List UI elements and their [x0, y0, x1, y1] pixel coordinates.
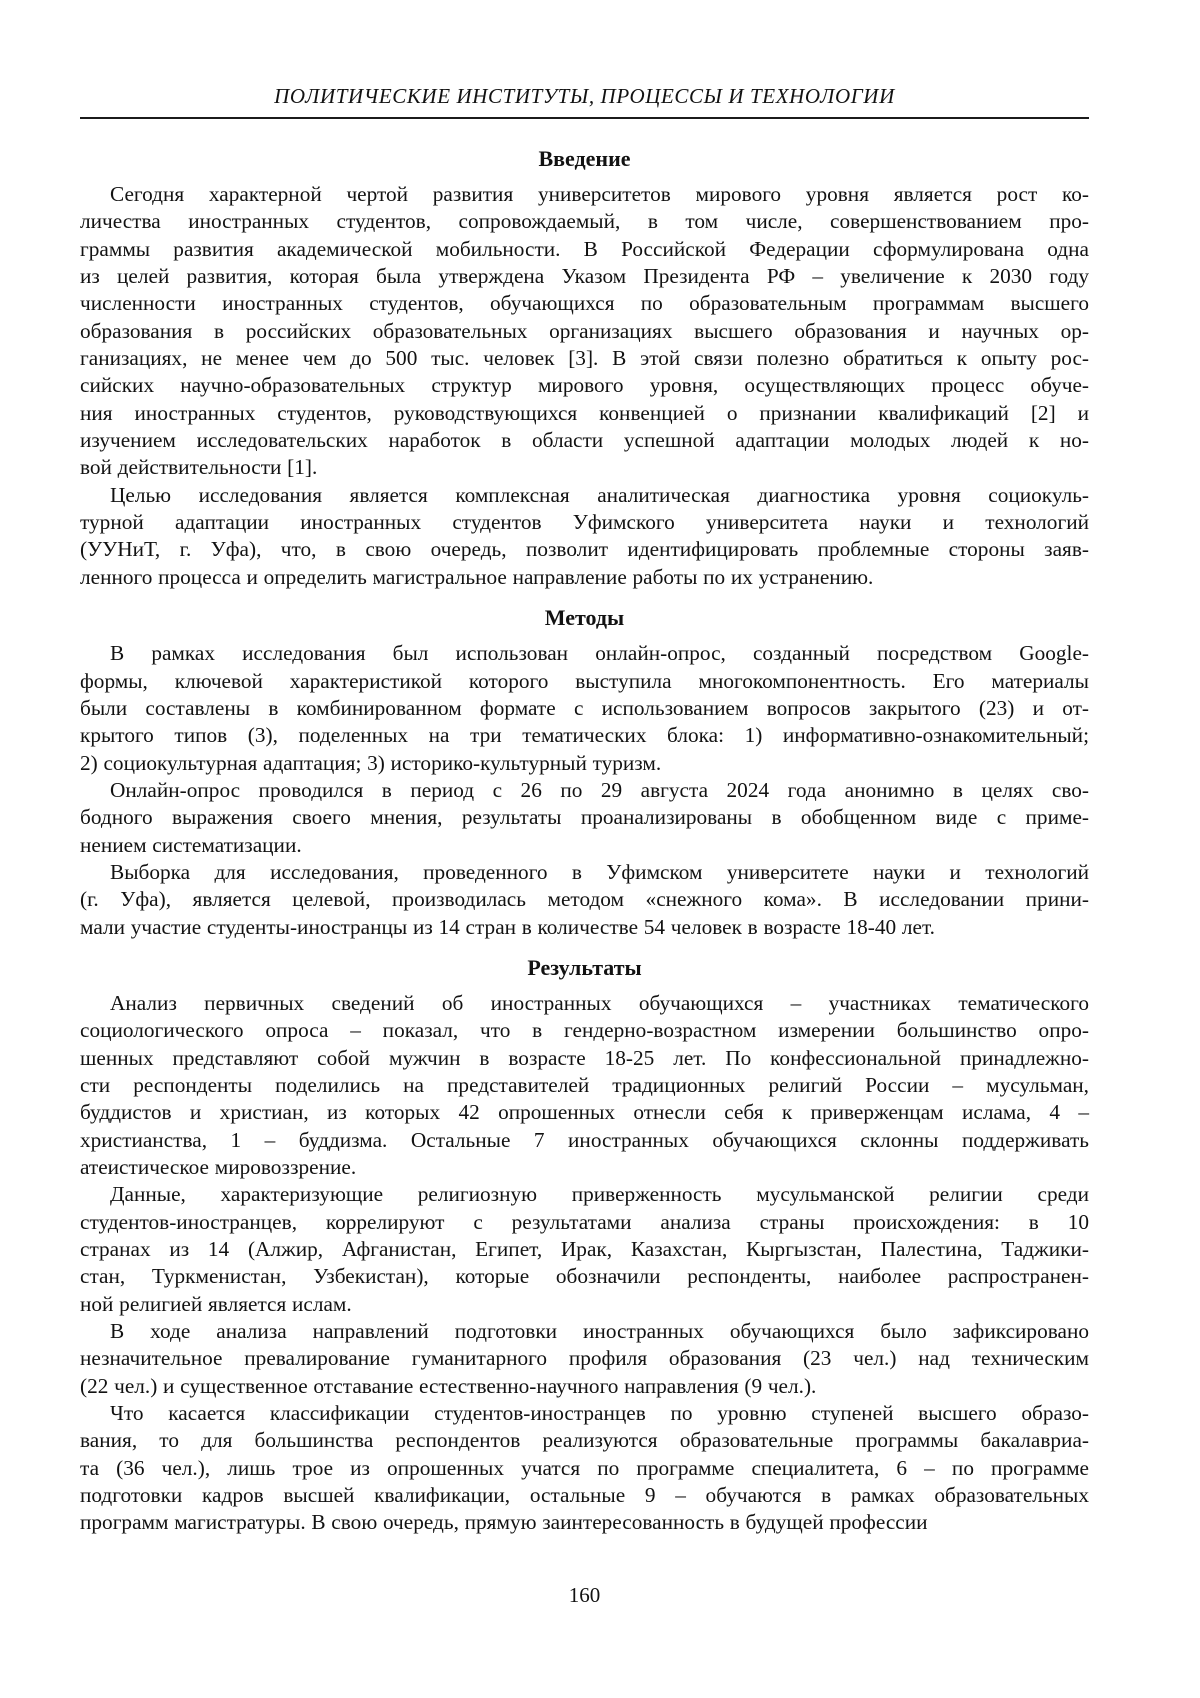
- page-number: 160: [568, 1583, 601, 1607]
- paragraph: [80, 1400, 1089, 1537]
- text-line: Данные, характеризующие религиозную приверженность мусульманской религии среди: [110, 1182, 1089, 1207]
- paragraph: [80, 181, 1089, 482]
- text-line: студентов-иностранцев, коррелируют с результатами анализа страны происхождения: в 10: [80, 1209, 1089, 1234]
- paragraph: [80, 1181, 1089, 1318]
- text-line: Анализ первичных сведений об иностранных обучающихся – участниках тематического: [110, 990, 1089, 1015]
- text-line: христианства, 1 – буддизма. Остальные 7 иностранных обучающихся склонны поддерживать: [80, 1127, 1089, 1152]
- running-title: ПОЛИТИЧЕСКИЕ ИНСТИТУТЫ, ПРОЦЕССЫ И ТЕХНОЛОГИИ: [274, 84, 895, 108]
- text-line: нением систематизации.: [80, 832, 302, 857]
- text-line: личества иностранных студентов, сопровождаемый, в том числе, совершенствованием про-: [80, 209, 1089, 234]
- text-line: социологического опроса – показал, что в гендерно-возрастном измерении большинство опро-: [80, 1018, 1089, 1043]
- text-line: Онлайн-опрос проводился в период с 26 по 29 августа 2024 года анонимно в целях сво-: [110, 777, 1089, 802]
- text-line: мали участие студенты-иностранцы из 14 стран в количестве 54 человек в возрасте 18-40 лет.: [80, 914, 935, 939]
- text-line: 2) социокультурная адаптация; 3) историко-культурный туризм.: [80, 750, 662, 775]
- header-rule: [80, 117, 1089, 119]
- text-line: Сегодня характерной чертой развития университетов мирового уровня является рост ко-: [110, 182, 1089, 206]
- section-heading: Результаты: [527, 954, 642, 980]
- text-line: вой действительности [1].: [80, 455, 318, 480]
- paragraph: [80, 640, 1089, 777]
- text-line: шенных представляют собой мужчин в возрасте 18-25 лет. По конфессиональной принадлежно-: [80, 1045, 1089, 1070]
- text-line: Выборка для исследования, проведенного в Уфимском университете науки и технологий: [110, 859, 1089, 884]
- paragraph: [80, 990, 1089, 1181]
- text-line: В ходе анализа направлений подготовки иностранных обучающихся было зафиксировано: [110, 1319, 1089, 1344]
- text-line: (22 чел.) и существенное отставание естественно-научного направления (9 чел.).: [80, 1373, 817, 1398]
- text-line: турной адаптации иностранных студентов Уфимского университета науки и технологий: [80, 510, 1089, 535]
- section-heading: Введение: [538, 146, 631, 171]
- text-line: были составлены в комбинированном формате с использованием вопросов закрытого (23) и от-: [80, 695, 1089, 720]
- text-line: ния иностранных студентов, руководствующихся конвенцией о признании квалификаций [2] и: [80, 400, 1089, 425]
- text-line: граммы развития академической мобильности. В Российской Федерации сформулирована одна: [80, 236, 1089, 261]
- text-line: вания, то для большинства респондентов реализуются образовательные программы бакалавриа-: [80, 1428, 1089, 1453]
- text-line: из целей развития, которая была утверждена Указом Президента РФ – увеличение к 2030 году: [80, 264, 1089, 289]
- text-line: Что касается классификации студентов-иностранцев по уровню ступеней высшего образо-: [110, 1401, 1089, 1426]
- text-line: ной религией является ислам.: [80, 1291, 352, 1316]
- section-heading: Методы: [544, 605, 625, 631]
- text-line: атеистическое мировоззрение.: [80, 1155, 357, 1179]
- text-line: буддистов и христиан, из которых 42 опрошенных отнесли себя к приверженцам ислама, 4 –: [80, 1100, 1089, 1125]
- text-line: программ магистратуры. В свою очередь, прямую заинтересованность в будущей профессии: [80, 1510, 928, 1535]
- text-line: ганизациях, не менее чем до 500 тыс. человек [3]. В этой связи полезно обратиться к опыту рос-: [80, 346, 1089, 371]
- text-line: (г. Уфа), является целевой, производилась методом «снежного кома». В исследовании прини-: [80, 887, 1089, 912]
- paragraph: [80, 1318, 1089, 1400]
- paragraph: [80, 482, 1089, 591]
- text-line: та (36 чел.), лишь трое из опрошенных учатся по программе специалитета, 6 – по программе: [80, 1455, 1089, 1480]
- text-line: стан, Туркменистан, Узбекистан), которые обозначили респонденты, наиболее распространен-: [80, 1264, 1089, 1289]
- text-line: формы, ключевой характеристикой которого выступила многокомпонентность. Его материалы: [80, 668, 1089, 693]
- paragraph: [80, 859, 1089, 941]
- text-line: незначительное превалирование гуманитарного профиля образования (23 чел.) над техническим: [80, 1346, 1089, 1371]
- text-line: (УУНиТ, г. Уфа), что, в свою очередь, позволит идентифицировать проблемные стороны заяв-: [80, 537, 1089, 562]
- paragraph: [80, 777, 1089, 859]
- article-body: [80, 145, 1089, 1537]
- text-line: бодного выражения своего мнения, результаты проанализированы в обобщенном виде с приме-: [80, 805, 1089, 830]
- text-line: изучением исследовательских наработок в области успешной адаптации молодых людей к но-: [80, 428, 1089, 453]
- text-line: численности иностранных студентов, обучающихся по образовательным программам высшего: [80, 291, 1089, 316]
- text-line: В рамках исследования был использован онлайн-опрос, созданный посредством Google-: [110, 641, 1089, 666]
- text-line: образования в российских образовательных организациях высшего образования и научных ор-: [80, 318, 1089, 343]
- text-line: ленного процесса и определить магистральное направление работы по их устранению.: [80, 564, 874, 589]
- text-line: странах из 14 (Алжир, Афганистан, Египет, Ирак, Казахстан, Кыргызстан, Палестина, Таджики-: [80, 1237, 1089, 1262]
- text-line: крытого типов (3), поделенных на три тематических блока: 1) информативно-ознакомительный;: [80, 723, 1089, 748]
- text-line: сийских научно-образовательных структур мирового уровня, осуществляющих процесс обуче-: [80, 373, 1089, 398]
- text-line: подготовки кадров высшей квалификации, остальные 9 – обучаются в рамках образовательных: [80, 1483, 1089, 1508]
- text-line: сти респонденты поделились на представителей традиционных религий России – мусульман,: [80, 1072, 1089, 1097]
- text-line: Целью исследования является комплексная аналитическая диагностика уровня социокуль-: [110, 482, 1089, 507]
